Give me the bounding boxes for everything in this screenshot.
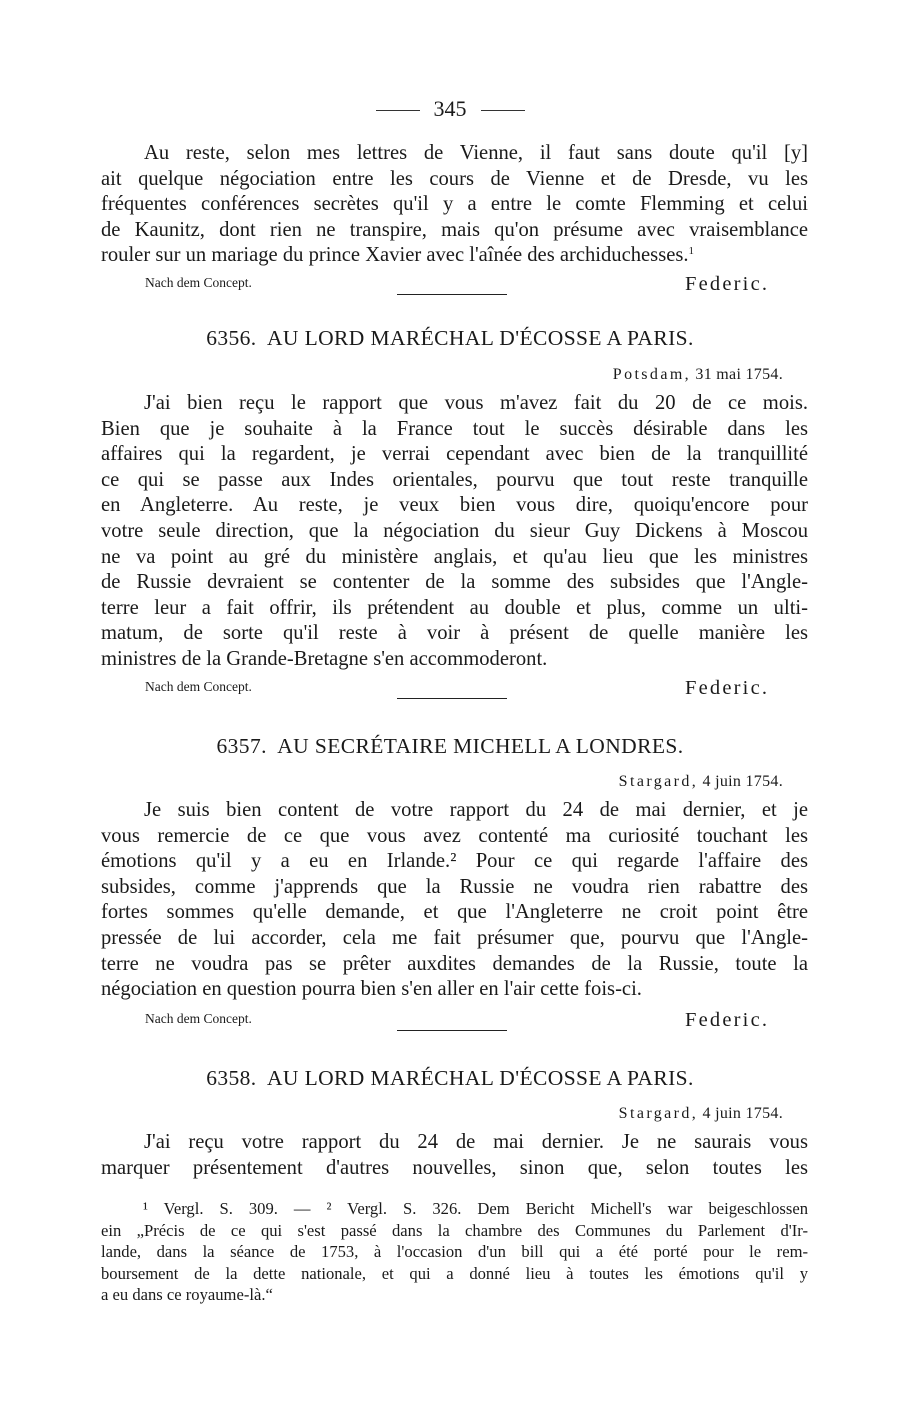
- footnotes: [101, 1198, 808, 1306]
- page-number-rule-right: [481, 110, 525, 111]
- page-number: [0, 96, 900, 122]
- letter-heading: [0, 1066, 900, 1091]
- letter-number: 6358.: [206, 1066, 257, 1090]
- text-line: J'ai reçu votre rapport du 24 de mai dernier. Je ne saurais vous: [144, 1131, 808, 1153]
- text-line: subsides, comme j'apprends que la Russie ne voudra rien rabattre des: [101, 875, 808, 898]
- text-line: J'ai bien reçu le rapport que vous m'avez fait du 20 de ce mois.: [144, 392, 808, 414]
- footnote-line: ¹ Vergl. S. 309. — ² Vergl. S. 326. Dem Bericht Michell's war beigeschlossen: [143, 1199, 808, 1218]
- text-line: terre ne voudra pas se prêter auxdites demandes de la Russie, toute la: [101, 952, 808, 975]
- dateline: [613, 366, 783, 384]
- text-line: en Angleterre. Au reste, je veux bien vous dire, quoiqu'encore pour: [101, 494, 808, 517]
- signature: Federic.: [685, 1009, 770, 1031]
- letter-body: [101, 798, 808, 1003]
- intro-paragraph: [101, 141, 808, 269]
- signature: Federic.: [685, 273, 770, 295]
- text-line: affaires qui la regardent, je verrai cependant avec bien de la tranquillité: [101, 443, 808, 466]
- text-line: Bien que je souhaite à la France tout le succès désirable dans les: [101, 417, 808, 440]
- footnote-line: ein „Précis de ce qui s'est passé dans la chambre des Communes du Parlement d'Ir-: [101, 1220, 808, 1240]
- text-line: ce qui se passe aux Indes orientales, pourvu que tout reste tranquille: [101, 468, 808, 491]
- text-line: vous remercie de ce que vous avez contenté ma curiosité touchant les: [101, 824, 808, 847]
- text-line: ne va point au gré du ministère anglais, et qu'au lieu que les ministres: [101, 545, 808, 568]
- text-line: ministres de la Grande-Bretagne s'en accommoderont.: [101, 647, 548, 670]
- letter-closing: [0, 1009, 900, 1037]
- page-number-rule-left: [376, 110, 420, 111]
- footnote-mark: 1: [688, 245, 695, 258]
- letter-title: AU LORD MARÉCHAL D'ÉCOSSE A PARIS.: [266, 1066, 694, 1090]
- text-line: émotions qu'il y a eu en Irlande.² Pour ce qui regarde l'affaire des: [101, 850, 808, 873]
- text-line: votre seule direction, que la négociation du sieur Guy Dickens à Moscou: [101, 519, 808, 542]
- text-line: de Kaunitz, dont rien ne transpire, mais qu'on présume avec vraisemblance: [101, 218, 808, 241]
- letter-title: AU LORD MARÉCHAL D'ÉCOSSE A PARIS.: [266, 326, 694, 350]
- letter-number: 6357.: [216, 734, 267, 758]
- source-note: Nach dem Concept.: [145, 1011, 252, 1026]
- letter-body: [101, 391, 808, 673]
- intro-closing: [0, 273, 900, 301]
- source-note: Nach dem Concept.: [145, 275, 252, 290]
- text-line: [101, 243, 808, 269]
- dateline-place: Stargard,: [618, 1105, 699, 1122]
- text-line: Je suis bien content de votre rapport du 24 de mai dernier, et je: [144, 799, 808, 821]
- text-line: fortes sommes qu'elle demande, et que l'Angleterre ne croit point être: [101, 901, 808, 924]
- letter-number: 6356.: [206, 326, 257, 350]
- text-line: matum, de sorte qu'il reste à voir à présent de quelle manière les: [101, 622, 808, 645]
- text-line: de Russie devraient se contenter de la somme des subsides que l'Angle-: [101, 571, 808, 594]
- section-divider: [397, 1030, 507, 1031]
- text-line: fréquentes conférences secrètes qu'il y a entre le comte Flemming et celui: [101, 193, 808, 216]
- section-divider: [397, 698, 507, 699]
- dateline-place: Stargard,: [618, 773, 699, 790]
- text-line: pressée de lui accorder, cela me fait présumer que, pourvu que l'Angle-: [101, 926, 808, 949]
- dateline-date: 4 juin 1754.: [702, 773, 783, 790]
- text-line-content: rouler sur un mariage du prince Xavier avec l'aînée des archiduchesses.: [101, 244, 689, 267]
- footnote-line: boursement de la dette nationale, et qui a donné lieu à toutes les émotions qu'il y: [101, 1263, 808, 1283]
- dateline-date: 4 juin 1754.: [702, 1105, 783, 1122]
- source-note: Nach dem Concept.: [145, 679, 252, 694]
- letter-heading: [0, 326, 900, 351]
- dateline-place: Potsdam,: [612, 366, 692, 383]
- dateline: [619, 773, 783, 791]
- text-line: Au reste, selon mes lettres de Vienne, il faut sans doute qu'il [y]: [144, 142, 808, 164]
- text-line: ait quelque négociation entre les cours de Vienne et de Dresde, vu les: [101, 167, 808, 190]
- letter-closing: [0, 677, 900, 705]
- text-line: terre leur a fait offrir, ils prétendent au double et plus, comme un ulti-: [101, 596, 808, 619]
- letter-title: AU SECRÉTAIRE MICHELL A LONDRES.: [277, 734, 684, 758]
- footnote-line: a eu dans ce royaume-là.“: [101, 1285, 273, 1304]
- section-divider: [397, 294, 507, 295]
- text-line: marquer présentement d'autres nouvelles, sinon que, selon toutes les: [101, 1156, 808, 1179]
- footnote-line: lande, dans la séance de 1753, à l'occasion d'un bill qui a été porté pour le rem-: [101, 1242, 808, 1261]
- letter-body: [101, 1130, 808, 1181]
- dateline: [619, 1105, 783, 1123]
- letter-heading: [0, 734, 900, 759]
- signature: Federic.: [685, 677, 770, 699]
- page-number-value: 345: [433, 96, 467, 121]
- text-line: négociation en question pourra bien s'en aller en l'air cette fois-ci.: [101, 978, 642, 1001]
- dateline-date: 31 mai 1754.: [695, 366, 783, 383]
